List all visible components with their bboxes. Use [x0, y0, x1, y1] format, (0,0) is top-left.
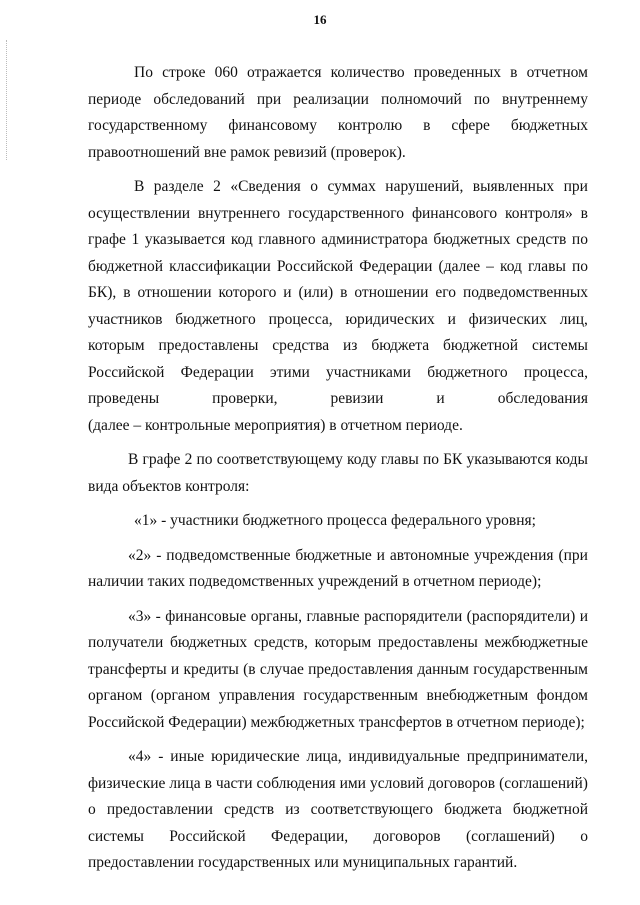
word: органом: [88, 687, 143, 704]
word: (соглашений): [499, 774, 588, 792]
word: и: [579, 607, 588, 625]
word: по: [422, 451, 439, 468]
word: финансового: [411, 204, 498, 222]
word: в: [123, 284, 131, 301]
text-line: [88, 254, 588, 281]
word: полномочий: [380, 90, 462, 108]
word: подведомственных: [462, 284, 588, 301]
word: финансовые: [165, 607, 247, 625]
word: в: [204, 774, 212, 792]
word: отражается: [246, 64, 322, 81]
text-line: [88, 360, 588, 387]
word: предоставлении государственных или муниципальных гарантий.: [88, 854, 518, 871]
word: графе: [88, 231, 126, 248]
word: разделе: [153, 178, 204, 195]
word: учреждения: [474, 546, 554, 564]
word: получатели: [88, 634, 164, 651]
paragraph: [88, 508, 588, 535]
word: вида объектов контроля:: [88, 477, 250, 495]
word: проверки,: [212, 390, 278, 407]
word: системы: [531, 337, 588, 354]
word: указывается: [144, 231, 226, 248]
word: бюджетного: [175, 310, 256, 328]
word: участников: [88, 310, 163, 328]
word: контроля»: [505, 204, 573, 222]
word: ими: [339, 774, 366, 792]
word: предоставлены: [377, 634, 478, 651]
word: его: [435, 284, 456, 301]
text-line: [88, 87, 588, 114]
word: которым: [88, 337, 145, 354]
word: средств,: [253, 634, 308, 651]
word: предприниматели,: [466, 748, 588, 765]
word: договоров: [427, 774, 496, 792]
word: и: [170, 660, 180, 678]
word: 2: [213, 178, 221, 195]
word: В: [134, 178, 145, 195]
word: предоставлены: [158, 337, 259, 354]
word: договоров: [373, 827, 441, 845]
word: в: [580, 204, 588, 222]
word: которого: [218, 284, 277, 301]
word: о: [580, 827, 588, 845]
word: ревизии: [330, 390, 384, 407]
word: правоотношений вне рамок ревизий (проверок).: [88, 143, 406, 161]
word: Российской: [88, 363, 165, 381]
word: строке: [162, 64, 206, 81]
text-line: [88, 850, 588, 877]
word: По: [134, 64, 153, 81]
text-line: [88, 333, 588, 360]
word: «1» - участники бюджетного процесса федерального уровня;: [134, 512, 536, 529]
word: и: [376, 546, 385, 564]
text-line: [88, 413, 588, 440]
word: бюджетных: [169, 634, 248, 651]
word: «4»: [128, 748, 152, 765]
word: указываются: [466, 451, 552, 468]
word: которым: [314, 634, 372, 651]
text-line: [88, 474, 588, 501]
word: Федерации: [180, 363, 254, 381]
text-line: [88, 683, 588, 710]
word: коды: [555, 451, 588, 468]
word: коду: [347, 451, 377, 468]
word: бюджетной: [88, 257, 164, 275]
word: подведомственные: [166, 546, 291, 564]
word: предоставлении: [106, 801, 213, 818]
word: случае: [259, 660, 304, 678]
word: -: [156, 546, 162, 564]
word: код: [499, 257, 522, 275]
word: и: [283, 284, 292, 301]
text-line: [88, 657, 588, 684]
word: распорядители: [363, 607, 463, 625]
text-line: [88, 797, 588, 824]
word: -: [158, 748, 164, 765]
word: Федерации,: [271, 827, 349, 845]
word: и: [436, 390, 445, 407]
word: бюджетного: [427, 363, 508, 381]
word: -: [155, 607, 161, 625]
word: и: [447, 310, 456, 328]
paragraph: [88, 543, 588, 596]
word: отчетном: [526, 64, 588, 81]
word: классификации: [169, 257, 271, 275]
word: по: [571, 257, 588, 275]
text-line: [88, 140, 588, 167]
word: по: [473, 90, 490, 108]
word: межбюджетные: [484, 634, 588, 651]
word: трансферты: [88, 660, 167, 678]
word: из: [343, 337, 358, 354]
word: юридических: [345, 310, 435, 328]
word: части: [215, 774, 253, 792]
word: государственному: [88, 117, 208, 134]
word: В: [128, 451, 139, 468]
word: обследований: [153, 90, 245, 108]
text-line: [88, 227, 588, 254]
word: внутреннего: [197, 204, 281, 222]
word: 2: [184, 451, 193, 468]
word: государственного: [288, 204, 404, 222]
word: бюджетных: [510, 117, 588, 134]
word: органы,: [250, 607, 303, 625]
word: (соглашений): [465, 827, 555, 845]
word: средств: [223, 801, 275, 818]
word: «2»: [128, 546, 152, 564]
text-line: [88, 543, 588, 570]
paragraph: [88, 604, 588, 737]
word: внебюджетным: [426, 687, 529, 704]
word: соответствующего: [310, 801, 433, 818]
word: лица: [169, 774, 201, 792]
word: код: [230, 231, 253, 248]
word: (далее: [438, 257, 481, 275]
word: главы: [527, 257, 566, 275]
word: средств: [516, 231, 567, 248]
word: «3»: [128, 607, 152, 625]
word: бюджетные: [295, 546, 372, 564]
word: управления: [218, 687, 295, 704]
word: внутреннему: [501, 90, 588, 108]
word: контролю: [337, 117, 403, 134]
word: проведены: [88, 390, 160, 407]
text-line: [88, 630, 588, 657]
word: в: [423, 117, 431, 134]
word: лиц,: [559, 310, 588, 328]
word: о: [310, 178, 318, 195]
word: лица,: [306, 748, 342, 765]
word: в: [340, 284, 348, 301]
paragraph: [88, 174, 588, 439]
word: обследования: [497, 390, 588, 407]
document-body: [88, 60, 588, 885]
word: (в: [243, 660, 256, 678]
word: главы: [380, 451, 419, 468]
word: реализации: [293, 90, 369, 108]
word: (или): [298, 284, 334, 301]
word: автономные: [389, 546, 470, 564]
word: при: [563, 178, 588, 195]
word: «Сведения: [230, 178, 301, 195]
word: по: [571, 231, 588, 248]
word: проведенных: [413, 64, 502, 81]
scan-margin-mark: [6, 40, 7, 160]
text-line: [88, 508, 588, 535]
word: БК),: [88, 284, 117, 301]
word: соответствующему: [216, 451, 343, 468]
word: графе: [142, 451, 181, 468]
text-line: [88, 824, 588, 851]
paragraph: [88, 60, 588, 166]
word: бюджета: [444, 801, 502, 818]
word: данным: [417, 660, 469, 678]
word: участниками: [326, 363, 411, 381]
word: физических: [468, 310, 547, 328]
word: этими: [270, 363, 310, 381]
word: нарушений,: [385, 178, 464, 195]
page-number: 16: [313, 12, 327, 27]
text-line: [88, 744, 588, 771]
text-line: [88, 386, 588, 413]
word: процесса,: [268, 310, 333, 328]
word: Федерации: [359, 257, 433, 275]
text-line: [88, 280, 588, 307]
word: БК: [443, 451, 463, 468]
word: периоде: [88, 90, 142, 108]
word: (при: [558, 546, 588, 564]
word: Российской: [276, 257, 354, 275]
word: бюджетных: [433, 231, 511, 248]
word: соблюдения: [256, 774, 336, 792]
word: бюджета: [371, 337, 430, 354]
word: государственным: [303, 687, 418, 704]
text-line: [88, 710, 588, 737]
word: бюджетной: [443, 337, 519, 354]
word: отношении: [354, 284, 429, 301]
word: отношении: [137, 284, 212, 301]
word: процесса,: [523, 363, 588, 381]
text-line: [88, 201, 588, 228]
word: администратора: [321, 231, 428, 248]
word: индивидуальные: [348, 748, 460, 765]
text-line: [88, 307, 588, 334]
word: главные: [306, 607, 360, 625]
word: из: [285, 801, 300, 818]
word: физические: [88, 774, 166, 792]
word: наличии таких подведомственных учреждений в отчетном периоде);: [88, 573, 542, 590]
word: финансовому: [228, 117, 317, 134]
word: фондом: [536, 687, 588, 704]
word: кредиты: [183, 660, 239, 678]
word: суммах: [327, 178, 376, 195]
word: сфере: [451, 117, 490, 134]
text-line: [88, 447, 588, 474]
word: средства: [272, 337, 330, 354]
word: (далее – контрольные мероприятия) в отчетном периоде.: [88, 416, 463, 434]
paragraph: [88, 447, 588, 500]
text-line: [88, 569, 588, 596]
word: Российской: [169, 827, 246, 845]
word: –: [486, 257, 494, 275]
text-line: [88, 771, 588, 798]
word: в: [510, 64, 518, 81]
word: осуществлении: [88, 204, 191, 222]
text-line: [88, 604, 588, 631]
text-line: [88, 174, 588, 201]
word: бюджетной: [512, 801, 588, 818]
word: 060: [214, 64, 238, 81]
word: о: [88, 801, 96, 818]
text-line: [88, 113, 588, 140]
word: государственным: [473, 660, 588, 678]
word: предоставления: [308, 660, 414, 678]
word: главного: [258, 231, 316, 248]
word: по: [196, 451, 213, 468]
word: выявленных: [472, 178, 555, 195]
word: (распорядители): [466, 607, 576, 625]
word: (органом: [150, 687, 211, 704]
text-line: [88, 60, 588, 87]
word: системы: [88, 827, 144, 845]
word: Российской Федерации) межбюджетных трансфертов в отчетном периоде);: [88, 713, 585, 731]
word: иные: [170, 748, 205, 765]
word: 1: [131, 231, 140, 248]
word: количество: [330, 64, 405, 81]
word: условий: [369, 774, 424, 792]
paragraph: [88, 744, 588, 877]
word: юридические: [211, 748, 300, 765]
word: при: [256, 90, 282, 108]
